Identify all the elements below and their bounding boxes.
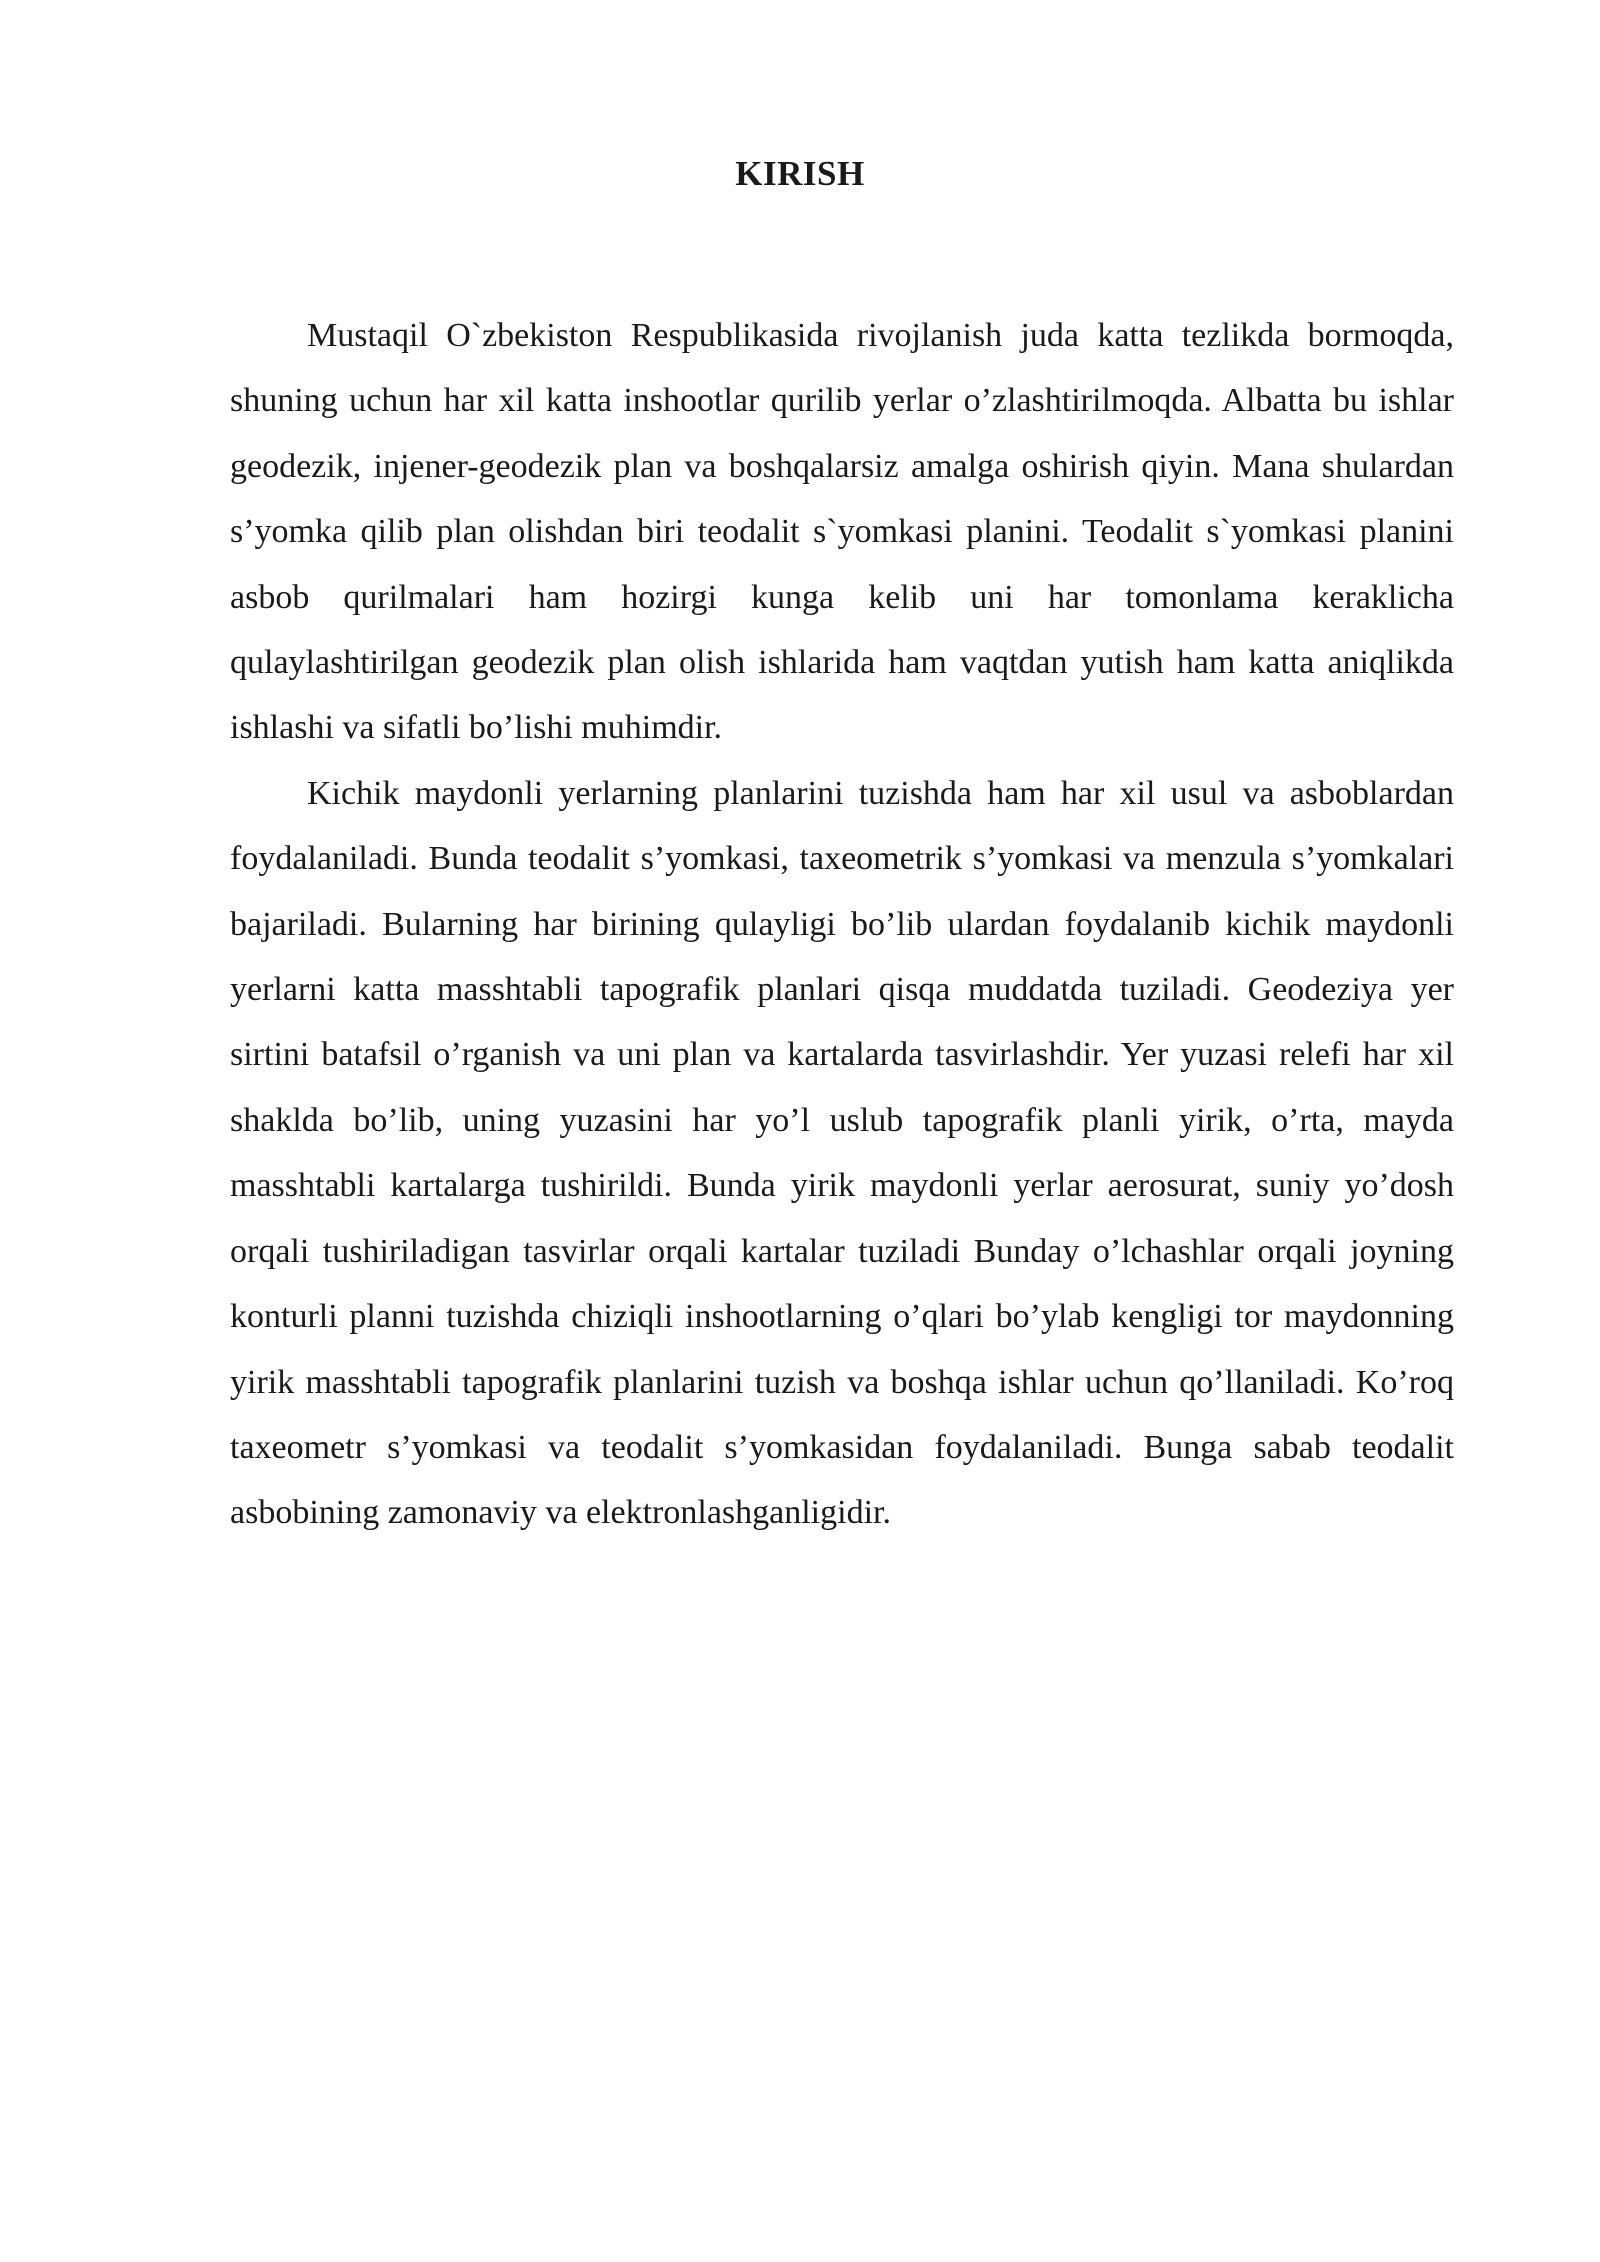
page-title: KIRISH — [735, 154, 865, 193]
document-body — [230, 303, 1454, 1546]
paragraph-2: Kichik maydonli yerlarning planlarini tuzishda ham har xil usul va asboblardan foydalaniladi. Bunda teodalit s’yomkasi, taxeometrik s’yomkasi va menzula s’yomkalari bajariladi. Bularning har birining qulayligi bo’lib ulardan foydalanib kichik maydonli yerlarni katta masshtabli tapografik planlari qisqa muddatda tuziladi. Geodeziya yer sirtini batafsil o’rganish va uni plan va kartalarda tasvirlashdir. Yer yuzasi relefi har xil shaklda bo’lib, uning yuzasini har yo’l uslub tapografik planli yirik, o’rta, mayda masshtabli kartalarga tushirildi. Bunda yirik maydonli yerlar aerosurat, suniy yo’dosh orqali tushiriladigan tasvirlar orqali kartalar tuziladi Bunday o’lchashlar orqali joyning konturli planni tuzishda chiziqli inshootlarning o’qlari bo’ylab kengligi tor maydonning yirik masshtabli tapografik planlarini tuzish va boshqa ishlar uchun qo’llaniladi. Ko’roq taxeometr s’yomkasi va teodalit s’yomkasidan foydalaniladi. Bunga sabab teodalit asbobining zamonaviy va elektronlashganligidir. — [230, 774, 1454, 1532]
paragraph-1: Mustaqil O`zbekiston Respublikasida rivojlanish juda katta tezlikda bormoqda, shuning uchun har xil katta inshootlar qurilib yerlar o’zlashtirilmoqda. Albatta bu ishlar geodezik, injener-geodezik plan va boshqalarsiz amalga oshirish qiyin. Mana shulardan s’yomka qilib plan olishdan biri teodalit s`yomkasi planini. Teodalit s`yomkasi planini asbob qurilmalari ham hozirgi kunga kelib uni har tomonlama keraklicha qulaylashtirilgan geodezik plan olish ishlarida ham vaqtdan yutish ham katta aniqlikda ishlashi va sifatli bo’lishi muhimdir. — [230, 317, 1454, 747]
